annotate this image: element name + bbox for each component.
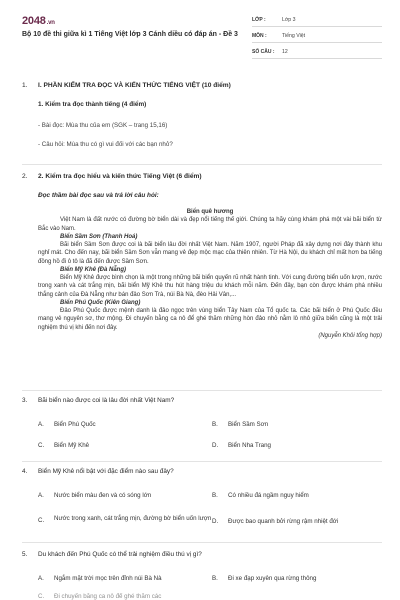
question-number: 5. — [22, 551, 28, 558]
page-header — [0, 0, 400, 62]
meta-row-subject — [252, 31, 382, 43]
option-text: Đi xe đạp xuyên qua rừng thông — [228, 575, 317, 582]
question-text: Biển Mỹ Khê nổi bật với đặc điểm nào sau đây? — [38, 468, 174, 475]
divider — [22, 164, 382, 165]
meta-panel — [252, 15, 382, 63]
option-label: C. — [38, 442, 45, 449]
option-label: A. — [38, 492, 44, 499]
passage-source: (Nguyễn Khôi tổng hợp) — [318, 332, 382, 339]
passage-paragraph: Bãi biển Sầm Sơn được coi là bãi biển lâu đời nhất Việt Nam. Năm 1907, người Pháp đã xây dựng nơi đây thành khu nghỉ mát. Cho đến nay, bãi biển Sầm Sơn vẫn mang vẻ đẹp mộc mạc của thiên nhiên. Từ Hà Nội, du khách chỉ mất hơn ba tiếng đồng hồ đi ô tô là đã đến được Sầm Sơn. — [38, 242, 382, 265]
meta-value: Tiếng Việt — [282, 32, 306, 39]
option-text: Biển Mỹ Khê — [54, 442, 90, 449]
meta-row-class — [252, 15, 382, 27]
reading-question: - Câu hỏi: Mùa thu có gì vui đối với các bạn nhỏ? — [38, 141, 173, 148]
logo-text: 2048 — [22, 15, 46, 27]
option-label: D. — [212, 442, 219, 449]
option-text: Có nhiều đá ngầm nguy hiểm — [228, 492, 309, 499]
passage-subheading: Biển Sầm Sơn (Thanh Hoá) — [60, 233, 138, 240]
divider — [22, 390, 382, 391]
meta-key: MÔN : — [252, 33, 267, 40]
option-label: C. — [38, 517, 45, 524]
option-label: A. — [38, 421, 44, 428]
passage-subheading: Biển Phú Quốc (Kiên Giang) — [60, 299, 141, 306]
option-text: Biển Nha Trang — [228, 442, 271, 449]
meta-key: LỚP : — [252, 17, 266, 24]
meta-value: Lớp 3 — [282, 16, 296, 23]
option-text: Đi chuyến bằng ca nô để ghé thăm các — [54, 593, 162, 600]
option-label: B. — [212, 575, 218, 582]
question-text: Du khách đến Phú Quốc có thể trải nghiệm điều thú vị gì? — [38, 551, 202, 558]
section-title: I. PHẦN KIỂM TRA ĐỌC VÀ KIẾN THỨC TIẾNG VIỆT (10 điểm) — [38, 82, 231, 89]
option-label: B. — [212, 492, 218, 499]
divider — [22, 461, 382, 462]
option-text: Nước biển màu đen và có sóng lớn — [54, 492, 152, 499]
meta-key: SỐ CÂU : — [252, 49, 275, 56]
passage-subheading: Biển Mỹ Khê (Đà Nẵng) — [60, 266, 127, 273]
section-number: 2. — [22, 173, 28, 180]
divider — [22, 542, 382, 543]
question-number: 4. — [22, 468, 28, 475]
passage-paragraph: Việt Nam là đất nước có đường bờ biển dài và đẹp nổi tiếng thế giới. Chúng ta hãy cùng khám phá một vài bãi biển từ Bắc vào Nam. — [38, 217, 382, 232]
option-text: Biển Sầm Sơn — [228, 421, 269, 428]
meta-row-count — [252, 47, 382, 59]
option-text: Nước trong xanh, cát trắng mịn, đường bờ biển uốn lượn — [54, 515, 212, 522]
option-label: D. — [212, 518, 219, 525]
section-number: 1. — [22, 82, 28, 89]
sub-heading-reading-aloud: 1. Kiểm tra đọc thành tiếng (4 điểm) — [38, 101, 147, 108]
site-logo[interactable] — [22, 14, 55, 29]
option-text: Ngắm mặt trời mọc trên đỉnh núi Bà Nà — [54, 575, 162, 582]
question-text: Bãi biển nào được coi là lâu đời nhất Việt Nam? — [38, 397, 175, 404]
document-title: Bộ 10 đề thi giữa kì 1 Tiếng Việt lớp 3 Cánh diều có đáp án - Đề 3 — [22, 31, 238, 38]
option-text: Được bao quanh bởi rừng rậm nhiệt đới — [228, 518, 339, 525]
instruction: Đọc thầm bài đọc sau và trả lời câu hỏi: — [38, 192, 159, 199]
option-label: B. — [212, 421, 218, 428]
passage-paragraph: Đảo Phú Quốc được mệnh danh là đảo ngọc trên vùng biển Tây Nam của Tổ quốc ta. Các bãi biển ở Phú Quốc đều mang vẻ nguyên sơ, thơ mộng. Đi chuyến bằng ca nô để ghé thăm những hòn đảo nhỏ nằm lô nhô giữa biển cũng là một trải nghiệm thú vị khi đến nơi đây. — [38, 308, 382, 331]
passage-title: Biển quê hương — [186, 209, 234, 215]
logo-tld: .vn — [46, 20, 55, 26]
meta-value: 12 — [282, 48, 288, 55]
section-title: 2. Kiểm tra đọc hiểu và kiến thức Tiếng Việt (6 điểm) — [38, 173, 202, 180]
reading-text: - Bài đọc: Mùa thu của em (SGK – trang 15,16) — [38, 122, 168, 129]
option-label: A. — [38, 575, 44, 582]
question-number: 3. — [22, 397, 28, 404]
passage-paragraph: Biển Mỹ Khê được bình chọn là một trong những bãi biển quyến rũ nhất hành tinh. Với cung đường biển uốn lượn, nước trong xanh và cát trắng mịn, bãi biển Mỹ Khê thu hút hàng triệu du khách mỗi năm. Đến đây, bạn còn được khám phá nhiều thắng cảnh của Đà Nẵng như bán đảo Sơn Trà, núi Bà Nà, đèo Hải Vân,... — [38, 275, 382, 298]
option-label: C. — [38, 593, 45, 600]
reading-passage — [38, 208, 382, 340]
option-text: Biển Phú Quốc — [54, 421, 96, 428]
